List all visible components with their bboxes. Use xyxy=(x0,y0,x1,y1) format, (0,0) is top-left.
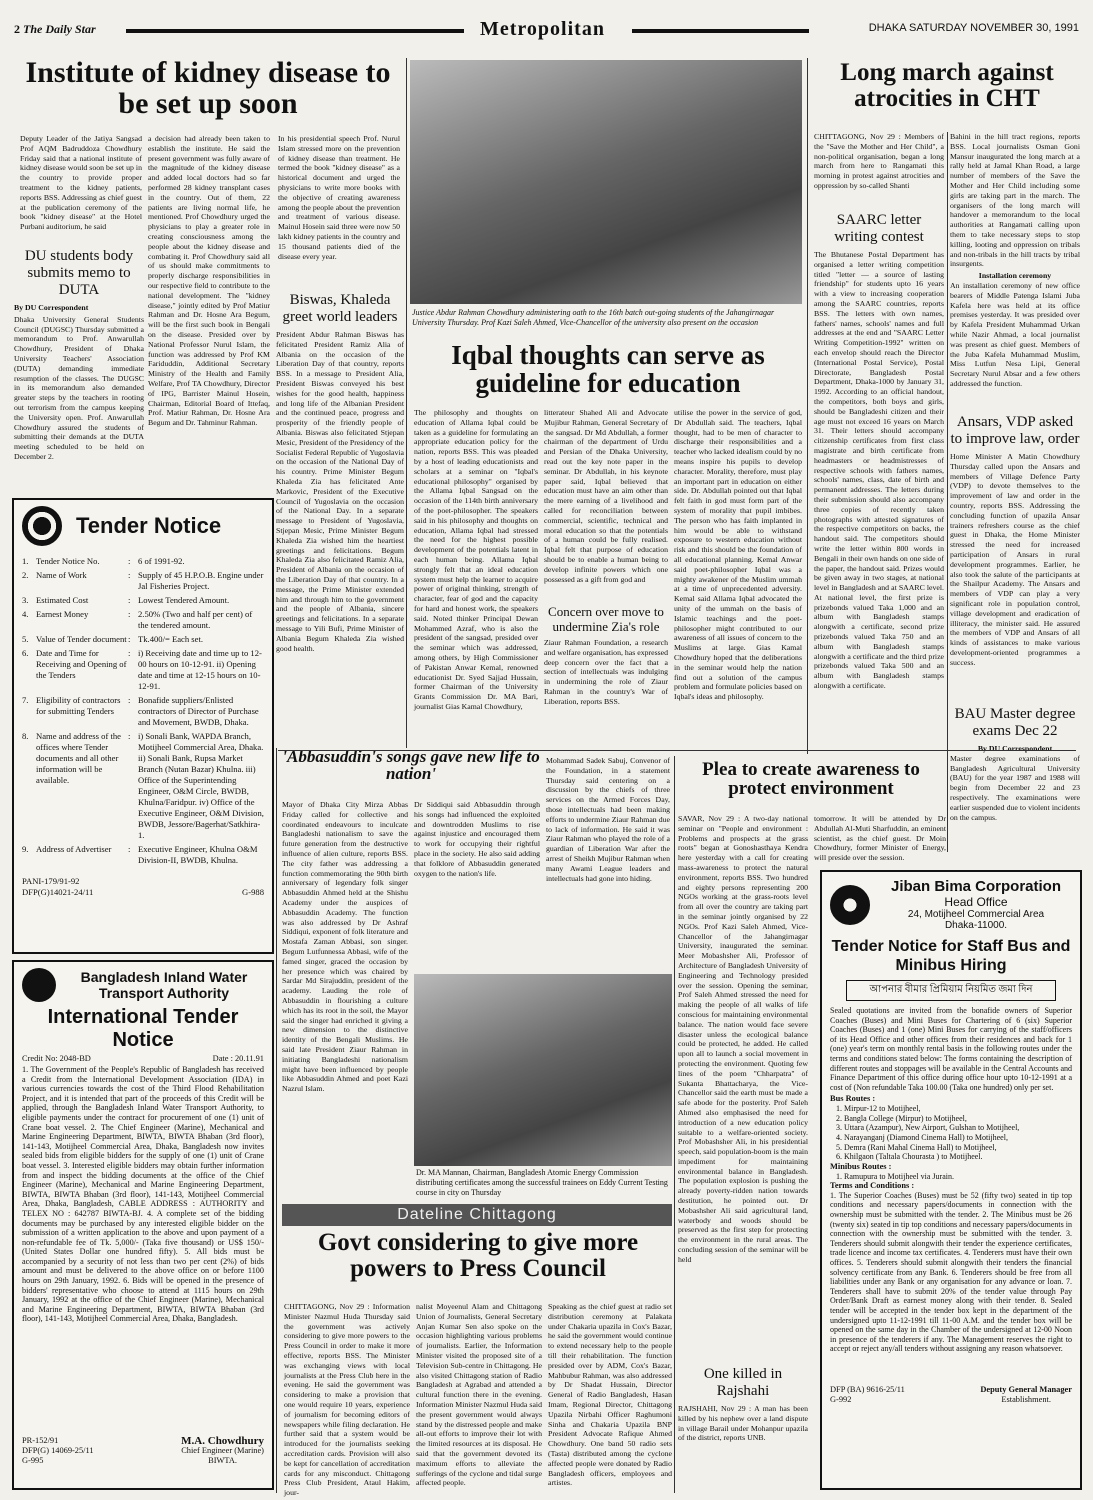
biwta-org: Bangladesh Inland Water Transport Authority xyxy=(80,969,248,1001)
jiban-title: Tender Notice for Staff Bus and Minibus Hiring xyxy=(831,938,1071,974)
installation-heading: Installation ceremony xyxy=(978,271,1052,281)
plea-col2: tomorrow. It will be attended by Dr Abdullah Al-Muti Sharfuddin, an eminent scientist, as the chief guest. Dr Moin Chowdhury, former Minister of Energy, will preside over the session. xyxy=(814,814,946,863)
route-item: 3. Uttara (Azampur), New Airport, Gulshan to Motijheel, xyxy=(836,1123,1020,1133)
biwta-credit-row xyxy=(22,1054,264,1063)
biwta-footer xyxy=(22,1436,264,1466)
tender-rows xyxy=(22,556,264,866)
tender-row-number: 9. xyxy=(22,844,29,854)
jiban-sign2: Establishment. xyxy=(1001,1394,1051,1404)
longmarch-headline: Long march against atrocities in CHT xyxy=(840,59,1054,112)
tender-code: G-988 xyxy=(242,887,264,897)
jiban-address1: 24, Motijheel Commercial Area xyxy=(907,909,1045,920)
issue-date: DHAKA SATURDAY NOVEMBER 30, 1991 xyxy=(868,22,1079,34)
column-rule xyxy=(674,756,675,1493)
du-byline: By DU Correspondent xyxy=(14,303,89,312)
route-item: 6. Khilgaon (Taltala Chourasta ) to Motijheel. xyxy=(836,1152,983,1162)
du-headline: DU students body submits memo to DUTA xyxy=(24,248,134,298)
longmarch-col2-wrap xyxy=(950,132,1080,410)
iqbal-col1: The philosophy and thoughts on education of Allama Iqbal could be taken as a guideline for formulating an appropriate education policy for the nation, reports BSS. This was pleaded by a host of leading educationists and scholars at a seminar on "Iqbal's educational philosophy" organised by the Allama Iqbal Sangsad on the occasion of the 114th birth anniversary of the poet-philosopher. The speakers said in his philosophy and thoughts on education, Allama Iqbal had stressed the need for the highest possible development of the potentials latent in each human being. Allama Iqbal strongly felt that an ideal education system must help the learner to acquire power of original thinking, strength of character, fear of god and the capacity for hard and honest work, the speakers said. Noted thinker Principal Dewan Mohammed Azraf, who is also the president of the sangsad, presided over the seminar which was addressed, among others, by High Commissioner of Pakistan Anwar Kemal, renowned educationist Dr. Syed Sajjad Hussain, former Chairman of the University Grants Commission Dr. MA Bari, journalist Gias Kamal Chowdhury, xyxy=(414,408,538,711)
tender-row-key: Name of Work xyxy=(36,570,87,580)
tender-row-key: Address of Advertiser xyxy=(36,844,112,854)
jiban-org: Jiban Bima Corporation xyxy=(890,878,1062,895)
tender-row-value: Executive Engineer, Khulna O&M Division-II, BWDB, Khulna. xyxy=(138,844,258,865)
iqbal-col3: utilise the power in the service of god, Dr Abdullah said. The teachers, Iqbal thought, had to be men of character to discharge their responsibilities and a teacher who lacked idealism could by no means inspire his pupils to develop character. Morality, therefore, must play an important part in education on either side. Dr. Abdullah pointed out that Iqbal felt faith in god must form part of the system of morality that pupil imbibes. The person who has faith implanted in him would be able to withstand exposure to western education without risk and this should be the foundation of all educational planning. Kemal Anwar said poet-philosopher Iqbal was a mighty awakener of the Muslim ummah at a time of unprecedented adversity. Kemal said Allama Iqbal advocated the unity of the ummah on the basis of Islamic teachings and the poet-philosopher might contributed to our awareness of all issues of concern to the Muslims at large. Gias Kamal Chowdhury hoped that the deliberations in the seminar would help the nation find out a solution of the campus problem and formulate policies based on Iqbal's ideas and philosophy. xyxy=(674,408,802,702)
abbas-col2: Dr Siddiqui said Abbasuddin through his songs had influenced the exploited and downtrodden Muslims to rise against injustice and encouraged them to work for occupying their rightful place in the society. He also said adding that folklore of Abbasuddin generated oxygen to the nation's life. xyxy=(414,800,540,878)
tender-row-number: 6. xyxy=(22,648,29,658)
sadek-body: Mohammad Sadek Sabuj, Convenor of the Foundation, in a statement Thursday said centering on a discussion by the chiefs of three services on the Armed Forces Day, those intellectuals had been making efforts to undermine Ziaur Rahman due to lack of information. He said it was Ziaur Rahman who played the role of a guardian of Liberation War after the arrest of Sheikh Mujibur Rahman when many Awami League leaders and intellectuals had gone into hiding. xyxy=(546,756,670,883)
tender-row xyxy=(22,634,264,645)
tender-row-value: Bonafide suppliers/Enlisted contractors of Director of Purchase and Movement, BWDB, Dhaka. xyxy=(138,695,259,727)
rajshahi-body: RAJSHAHI, Nov 29 : A man has been killed by his nephew over a land dispute in village Barail under Mohanpur upazila of the district, reports UNB. xyxy=(678,1404,808,1443)
longmarch-article xyxy=(812,60,1082,130)
rajshahi-headline: One killed in Rajshahi xyxy=(703,1366,783,1399)
section-title: Metropolitan xyxy=(480,18,605,40)
biwta-credit: Credit No: 2048-BD xyxy=(22,1054,91,1063)
tender-row xyxy=(22,844,264,866)
tender-row xyxy=(22,595,264,606)
column-rule xyxy=(276,748,277,1493)
tender-row-colon: : xyxy=(128,844,131,854)
biwta-sign-name: M.A. Chowdhury xyxy=(181,1435,264,1447)
iqbal-col2: litterateur Shahed Ali and Advocate Mujibur Rahman, General Secretary of the sangsad. Dr Md Abdullah, a former chairman of the department of Urdu and Persian of the Dhaka University, read out the key note paper in the seminar. Dr Abdullah, in his keynote paper said, Iqbal believed that education must have an aim other than the mere earning of a livelihood and called for reconciliation between commercial, scientific, technical and moral education so that the potentials of a human could be fully realised. Iqbal felt that purpose of education should be to enable a human being to develop infinite powers which one possessed as a gift from god and xyxy=(544,408,668,584)
ansars-headline: Ansars, VDP asked to improve law, order xyxy=(950,414,1080,447)
photo2-caption: Dr. MA Mannan, Chairman, Bangladesh Atomic Energy Commission distributing certificates among the successful trainees on Eddy Current Testing course in city on Thursday xyxy=(416,1168,668,1197)
kidney-col3: In his presidential speech Prof. Nurul Islam stressed more on the prevention of kidney disease than treatment. He termed the book "kidney disease" as a historical document and urged the physicians to write more books with the objective of creating awareness among the people about the prevention and treatment of various disease. Mainul Hosein said three were now 50 lakh kidney patients in the country and 15 thousand patients died of the disease every year. xyxy=(278,134,400,261)
rajshahi-article xyxy=(678,1362,808,1492)
tender-row-key: Date and Time for Receiving and Opening of the Tenders xyxy=(36,648,127,680)
tender-row-colon: : xyxy=(128,556,131,566)
tender-row-colon: : xyxy=(128,634,131,644)
tender-row-value: Tk.400/= Each set. xyxy=(138,634,203,644)
bwdb-logo-icon xyxy=(22,506,62,546)
saarc-body: The Bhutanese Postal Department has organised a letter writing competition titled "letter — a source of lasting friendship" for students upto 16 years with a view to increasing cooperation among the SAARC countries, reports BSS. The letters with own names, fathers' names, schools' names and full addresses at the end and "SAARC Letter Writing Competition-1992" written on each envelop should reach the Director (International Postal Service), Postal Directorate, Bangladesh Postal Department, Dhaka-1000 by January 31, 1992. According to an official handout, the competitors, both boys and girls, should be Bangladeshi citizen and their age must not exceed 16 years on March 31. Their letters should accompany citizenship certificates from first class magistrate and birth certificate from headmasters or headmistresses of respective schools with fathers names, schools' names, class, date of birth and permanent addresses. The letters during their submission should also accompany three copies of recently taken photographs with attested signatures of the respective competitors on backs, the handout said. The competitors should write the letter within 800 words in Bengali in their own hands on one side of the paper, the handout said. Prizes would be given away in two stages, at national level in Bangladesh and at SAARC level. At national level, the first prize is prizebonds valued Taka 1,000 and an album with Bangladesh stamps alongwith a certificate, second prize prizebonds valued Taka 750 and an album with Bangladesh stamps alongwith a certificate and the third prize prizebonds valued Taka 500 and an album with Bangladesh stamps alongwith a certificate. xyxy=(814,250,944,691)
tender-row-key: Value of Tender document xyxy=(36,634,127,644)
route-item: 2. Bangla College (Mirpur) to Motijheel, xyxy=(836,1113,967,1123)
iqbal-headline: Iqbal thoughts can serve as guideline for education xyxy=(451,340,765,398)
tender-row-key: Earnest Money xyxy=(36,609,89,619)
route-item: 1. Ramupura to Motijheel via Jurain. xyxy=(836,1171,954,1181)
abbas-article xyxy=(280,748,542,796)
zia-body: Ziaur Rahman Foundation, a research and welfare organisation, has expressed deep concern over the fact that a section of intellectuals was indulging in undermining the role of Ziaur Rahman in the country's War of Liberation, reports BSS. xyxy=(544,638,668,706)
tender-row xyxy=(22,570,264,592)
biwta-body: 1. The Government of the People's Republic of Bangladesh has received a Credit from the International Development Association (IDA) in various currencies towards the cost of the Third Flood Rehabilitation Project, and it is intended that part of the proceeds of this Credit will be applied, through the Bangladesh Inland Water Transport Authority, to eligible payments under the contract for procurement of one (1) unit of Crane boat vessel. 2. The Chief Engineer (Marine), Mechanical and Marine Engineering Department, BIWTA, BIWTA Bhaban (3rd floor), 141-143, Motijheel Commercial Area, Dhaka, Bangladesh now invites sealed bids from eligible bidders for the supply of one (1) unit of Crane boat vessel. 3. Interested eligible bidders may obtain further information from and inspect the bidding documents at the office of the Chief Engineer (Marine), Mechanical and Marine Engineering Department, BIWTA, BIWTA Bhaban (3rd floor), 141-143, Motijheel Commercial Area, Dhaka, Bangladesh, CABLE ADDRESS : AUTHORITY and TELEX NO : 642787 BIWTA-BJ. 4. A complete set of the bidding documents may be purchased by any interested eligible bidder on the submission of a written application to the above and upon payment of a non-refundable fee of Tk. 5,000/- (Taka five thousand) or US$ 150/- (United States Dollar one hundred fifty). 5. All bids must be accompanied by a security of not less than two per cent (2%) of bids amount and must be delivered to the above office on or before 1100 hours on 29th January, 1992. 6. Bids will be opened in the presence of bidders' representative who choose to attend at 1115 hours on 29th January, 1992 at the office of the Chief Engineer (Marine), Mechanical and Marine Engineering Department, BIWTA, BIWTA Bhaban (3rd floor), 141-143, Motijheel Commercial Area, Dhaka, Bangladesh. xyxy=(22,1065,264,1324)
biwta-sign-org: BIWTA. xyxy=(208,1456,238,1465)
bus-route-list xyxy=(830,1104,1072,1162)
plea-col1: SAVAR, Nov 29 : A two-day national seminar on "People and environment : Problems and prospects at the grass roots" began at Gonoshasthaya Kendra here yesterday with a call for creating mass-awareness to protect the natural environment, reports BSS. Two hundred and eighty persons representing 200 NGOs working at the grass-roots level from all over the country are taking part in the seminar jointly organised by 22 NGOs. Prof Kazi Saleh Ahmed, Vice-Chancellor of the Jahangirnagar University, inaugurated the seminar. Meer Mobashsher Ali, Professor of Architecture of Bangladesh University of Engineering and Technology presided over the session. Opening the seminar, Prof Saleh Ahmed stressed the need for making the people of all walks of life conscious for maintaining environmental balance. The nation would face severe disaster unless the ecological balance could be protected, he added. He called upon all to launch a social movement in protecting the environment. Quoting few lines of the poem "Chharpatra" of Sukanta Bhattacharya, the Vice-Chancellor said the earth must be made a safe abode for the posterity. Prof Saleh Ahmed also emphasised the need for introduction of a new education policy suitable to a welfare-oriented society. Prof Mobashsher Ali, in his presidential speech, said population-boom is the main impediment for maintaining environmental balance in Bangladesh. The population explosion is pushing the already poverty-ridden nation towards destitution, he pointed out. Dr Mobashsher Ali said agricultural land, waterbody and woods should be preserved as the first step for protecting the environment in the rural areas. The concluding session of the seminar will be held xyxy=(678,814,808,1264)
photo1-caption: Justice Abdur Rahman Chowdhury administering oath to the 16th batch out-going students of the Jahangirnagar University Thursday. Prof Kazi Saleh Ahmed, Vice-Chancellor of the university also present on the occasion xyxy=(412,308,775,327)
zia-headline: Concern over move to undermine Zia's role xyxy=(548,604,664,634)
tender-row-colon: : xyxy=(128,595,131,605)
kidney-headline: Institute of kidney disease to be set up soon xyxy=(25,56,391,120)
masthead-rule-left xyxy=(126,29,464,33)
bau-byline: By DU Correspondent xyxy=(977,744,1053,753)
tender-row-value: Lowest Tendered Amount. xyxy=(138,595,230,605)
jiban-ref2: G-992 xyxy=(830,1394,852,1404)
du-body: Dhaka University General Students Council (DUGSC) Thursday submitted a memorandum to Prof. Anwarullah Chowdhury, President of Dhaka University Teachers' Association (DUTA) demanding immediate resumption of the classes. The DUGSC in its memorandum also demanded greater steps by the teachers in rooting out terrorism from the campus keeping the University open. Prof. Anwarullah Chowdhury assured the students of submitting their demands at the DUTA meeting scheduled to be held on December 2. xyxy=(14,314,144,461)
jiban-header xyxy=(830,878,1072,931)
ansars-article xyxy=(950,410,1080,700)
tender-row-value: i) Receiving date and time up to 12-00 hours on 10-12-91. ii) Opening date and time at 12-15 hours on 10-12-91. xyxy=(138,648,262,691)
press-col2: nalist Moyeenul Alam and Chittagong Union of Journalists, General Secretary Anjan Kumar Sen also spoke on the occasion highlighting various problems of journalists. Earlier, the Information Minister visited the proposed site of a Television Sub-centre in Chittagong. He also visited Chittagong station of Radio Bangladesh at Agrabad and attended a cultural function there in the evening. Information Minister Nazmul Huda said the present government would always stand by the distressed people and make all-out efforts to improve their lot with the limited resources at its disposal. He said that the government devoted its maximum efforts to alleviate the sufferings of the cyclone and tidal surge affected people. xyxy=(416,1302,542,1488)
jiban-bima-ad xyxy=(820,870,1082,1490)
jiban-terms: 1. The Superior Coaches (Buses) must be 52 (fifty two) seated in tip top conditions and necessary papers/documents in connection with the ownership must be submitted with the tender. 2. The Minibus must be 26 (twenty six) seated in tip top conditions and necessary papers/documents in connection with the ownership must be submitted with the tender. 3. Tenderers should submit alongwith their tender the experience certificates, trade licence and income tax certificates. 4. Tenderers must have their own offices. 5. Tenderers should submit alongwith their tenders the financial solvency certificate from any Bank. 6. Tenderers should be free from all liabilities under any Bank or any organisation for any advance or loan. 7. Tenderers shall have to submit 20% of the tender value through Pay Order/Bank Draft as earnest money along with their tender. 8. Sealed tender will be accepted in the tender box kept in the department of the undersigned upto 11-12-1991 till 11-00 A.M. and the tender box will be opened on the same day in the Chamber of the undersigned at 12-00 Noon in presence of the tenderers if any. The Management reserves the right to accept or reject any/all tenders without assigning any reason whatsoever. xyxy=(830,1190,1072,1354)
page-number: 2 xyxy=(14,22,20,36)
jiban-office: Head Office xyxy=(944,895,1008,909)
column-rule xyxy=(807,58,808,754)
jahangirnagar-oath-photo xyxy=(410,60,802,304)
jiban-sign: Deputy General Manager xyxy=(980,1384,1072,1394)
tender-row xyxy=(22,609,264,631)
tender-row-colon: : xyxy=(128,648,131,658)
biwta-title: International Tender Notice xyxy=(47,1006,239,1051)
tender-row-number: 7. xyxy=(22,695,29,705)
bau-body: Master degree examinations of Bangladesh Agricultural University (BAU) for the year 1987 and 1988 will begin from December 22 and 23 respectively. The examinations were earlier suspended due to violent incidents on the campus. xyxy=(950,753,1080,822)
route-item: 1. Mirpur-12 to Motijheel, xyxy=(836,1104,921,1114)
tender-row-key: Eligibility of contractors for submitting Tenders xyxy=(36,695,121,716)
tender-row-number: 2. xyxy=(22,570,29,580)
tender-row-colon: : xyxy=(128,695,131,705)
saarc-article xyxy=(814,208,944,753)
ansars-body: Home Minister A Matin Chowdhury Thursday called upon the Ansars and members of Village Defence Party (VDP) to devote themselves to the improvement of law and order in the country, reports BSS. Addressing the concluding function of upazila Ansar trainers refreshers course as the chief guest in Dhaka, the Home Minister stressed the need for increased participation of Ansars in rural development programmes. Earlier, he also took the salute of the participants at the Shailpur Academy. The Ansars and members of VDP can play a very significant role in population control, village development and eradication of illiteracy, the minister said. He assured the members of VDP and Ansars of all kinds of assistances to make various development-oriented programmes a success. xyxy=(950,452,1080,667)
tender-ref2: DFP(G)14021-24/11 xyxy=(22,887,94,897)
jiban-intro: Sealed quotations are invited from the bonafide owners of Superior Coaches (Buses) and Mini Buses for Chartering of 6 (six) Superior Coaches (Buses) and 1 (one) Mini Buses for carrying of the staff/officers of its Head Office and other offices from their residences and back for 1 (one) year's term on monthly rental basis in the following routes under the terms and conditions stated below: The forms containing the description of different routes and stoppages will be available in the Central Accounts and Finance Department of this office during office hour upto 10-12-1991 at a cost of (Non refundable Taka 100.00 (Taka one hundred) only per set. xyxy=(830,1006,1072,1092)
tender-row xyxy=(22,556,264,567)
jiban-bus-heading: Bus Routes : xyxy=(830,1094,876,1104)
column-rule xyxy=(947,132,948,852)
tender-row-number: 5. xyxy=(22,634,29,644)
tender-row xyxy=(22,731,264,841)
tender-row xyxy=(22,695,264,728)
biswas-article xyxy=(276,288,404,741)
bau-headline: BAU Master degree exams Dec 22 xyxy=(954,706,1076,739)
biwta-sign-title: Chief Engineer (Marine) xyxy=(181,1446,264,1455)
abbas-headline: 'Abbasuddin's songs gave new life to nation' xyxy=(282,747,540,784)
tender-ref1: PANI-179/91-92 xyxy=(22,876,80,886)
tender-notice-ad xyxy=(12,498,274,954)
press-col3: Speaking as the chief guest at radio set distribution ceremony at Palakata under Chakaria upazila in Cox's Bazar, he said the government would continue to extend necessary help to the people till their rehabilitation. The function presided over by ADM, Cox's Bazar, Mahbubur Rahman, was also addressed by Dr Shadat Hussain, Director General of Radio Bangladesh, Hasan Imam, Regional Director, Chittagong Upazila Nirbahi Officer Raghumoni Sinha and Chakaria Upazila BNP President Advocate Rafique Ahmed Chowdhury. One band 50 radio sets (Tasta) distributed among the cyclone affected people were donated by Radio Bangladesh officers, employees and artistes. xyxy=(548,1302,672,1488)
bau-article xyxy=(950,702,1080,852)
biwta-ref3: G-995 xyxy=(22,1456,44,1465)
biwta-ref1: PR-152/91 xyxy=(22,1436,59,1445)
biswas-body: President Abdur Rahman Biswas has felicitated President Ramiz Alia of Albania on the occasion of the Liberation Day of that country, reports BSS. In a message to President Alia, President Biswas conveyed his best wishes for the good health, happiness and long life of the Albanian President and the continued peace, progress and prosperity of the friendly people of Albania. Biswas also felicitated Stjepan Mesic, President of the Presidency of the Socialist Federal Republic of Yugoslavia on the occasion of the National Day of his country. Prime Minister Begum Khaleda Zia has felicitated Ante Markovic, President of the Executive Council of Yugoslavia on the occasion of the National Day. In a separate message to President of Yugoslavia, Stjepan Mesic, Prime Minister Begum Khaleda Zia wished him the heartiest greetings and felicitations. Begum Khaleda Zia also felicitated Ramiz Alia, President of Albania on the occasion of the Liberation Day of that country. In a message, the Prime Minister extended him and through him to the government and the people of Albania, sincere greetings and felicitations. In a separate message to Yili Bufi, Prime Minister of Albania Begum Khaleda Zia wished good health. xyxy=(276,330,404,653)
section-rule xyxy=(278,750,1076,751)
column-rule xyxy=(406,58,407,748)
tender-row-colon: : xyxy=(128,609,131,619)
longmarch-col2: Bahini in the hill tract regions, reports BSS. Local journalists Osman Goni Mansur inaugurated the long march at a rally held at Jamal Khan Road, a large number of members of the Save the Mother and Her Child including some girls are taking part in the march. The organisers of the long march will handover a memorandum to the local authorities at Rangamati calling upon them to take necessary steps to stop killing, looting and oppression on tribals and non-tribals in the hill tracts by tribal insurgents. xyxy=(950,132,1080,269)
dateline-banner: Dateline Chittagong xyxy=(282,1204,672,1226)
route-item: 4. Narayanganj (Diamond Cinema Hall) to Motijheel, xyxy=(836,1132,1008,1142)
tender-row xyxy=(22,648,264,692)
tender-row-colon: : xyxy=(128,731,131,741)
tender-row-number: 8. xyxy=(22,731,29,741)
biwta-header xyxy=(22,968,264,1002)
jiban-terms-heading: Terms and Conditions : xyxy=(830,1181,915,1191)
mini-route-list xyxy=(830,1172,1072,1182)
jiban-logo-icon xyxy=(830,885,870,925)
tender-row-key: Name and address of the offices where Tender documents and all other information will be available. xyxy=(36,731,121,785)
tender-row-value: i) Sonali Bank, WAPDA Branch, Motijheel Commercial Area, Dhaka. ii) Sonali Bank, Rupsa Market Branch (Nutan Bazar) Khulna. iii) Office of the Superintending Engineer, O&M Circle, BWDB, Khulna/Faridpur. iv) Office of the Executive Engineer, O&M Division, BWDB, Jessore/Bagerhat/Satkhira-1. xyxy=(138,731,264,840)
atomic-energy-photo xyxy=(414,974,672,1166)
longmarch-col1: CHITTAGONG, Nov 29 : Members of the "Save the Mother and Her Child", a non-political organisation, began a long march from here to Rangamati this morning in protest against atrocities and oppression by so-called Shanti xyxy=(814,132,944,190)
jiban-address2: Dhaka-11000. xyxy=(944,920,1008,931)
abbas-col1: Mayor of Dhaka City Mirza Abbas Friday called for collective and coordinated endeavours to inculcate Bangladeshi nationalism to save the future generation from the destructive influence of alien culture, reports BSS. The city father was addressing a function commemorating the 90th birth anniversary of legendary folk singer Abbasuddin Ahmed held at the Shishu Academy under the auspices of Abbasuddin Academy. The function was also addressed by Dr Ashraf Siddiqui, exponent of folk literature and Mostafa Zaman Abbasi, son singer. Begum Lutfunnessa Abbasi, wife of the famed singer, graced the occasion by her presence which was chaired by Sardar Md Sirajuddin, president of the academy. Lauding the role of Abbasuddin in flourishing a culture which has its root in the soil, the Mayor said the singer had enriched it giving a new dimension to the distinctive identity of the Bengali Muslims. He said late President Ziaur Rahman in initiating Bangladeshi nationalism might have been influenced by people like Abbasuddin Ahmed and poet Kazi Nazrul Islam. xyxy=(282,800,408,1094)
jiban-mini-heading: Minibus Routes : xyxy=(830,1161,892,1171)
tender-header xyxy=(22,506,264,546)
tender-row-number: 1. xyxy=(22,556,29,566)
installation-body: An installation ceremony of new office bearers of Middle Patenga Islami Juba Kafela here was held at its office premises yesterday. It was presided over by Kafela President Muhammad Urkan while Nazir Ahmad, a local journalist was present as chief guest. Members of the Juba Kafela Muhammad Muslim, Miss Lutfun Nesa Lipi, General Secretary Nurul Absar and a few others addressed the function. xyxy=(950,280,1080,388)
tender-row-number: 4. xyxy=(22,609,29,619)
jiban-footer xyxy=(830,1385,1072,1405)
tender-row-key: Tender Notice No. xyxy=(36,556,100,566)
biwta-ref2: DFP(G) 14069-25/11 xyxy=(22,1446,94,1455)
masthead-rule-right xyxy=(632,29,809,33)
saarc-headline: SAARC letter writing contest xyxy=(834,212,924,245)
paper-name: The Daily Star xyxy=(23,22,96,36)
masthead xyxy=(14,18,1079,42)
biswas-headline: Biswas, Khaleda greet world leaders xyxy=(282,292,398,325)
tender-title: Tender Notice xyxy=(76,513,222,538)
tender-row-key: Estimated Cost xyxy=(36,595,89,605)
biwta-logo-icon xyxy=(22,968,56,1002)
tender-row-value: 2.50% (Two and half per cent) of the tendered amount. xyxy=(138,609,253,630)
press-headline: Govt considering to give more powers to Press Council xyxy=(317,1229,639,1282)
kidney-col1: Deputy Leader of the Jatiya Sangsad Prof AQM Badruddoza Chowdhury Friday said that a national institute of kidney disease would soon be set up in the country to provide proper treatment to the kidney patients, reports BSS. Addressing as chief guest at the publication ceremony of the book "kidney disease" at the Hotel Purbani auditorium, he said xyxy=(20,134,142,232)
iqbal-article xyxy=(410,342,806,402)
route-item: 5. Demra (Rani Mahal Cinema Hall) to Motijheel, xyxy=(836,1142,997,1152)
du-article xyxy=(14,244,144,494)
biwta-tender-ad xyxy=(12,960,274,1490)
jiban-ref1: DFP (BA) 9616-25/11 xyxy=(830,1384,905,1394)
press-col1: CHITTAGONG, Nov 29 : Information Minister Nazmul Huda Thursday said the government was actively considering to give more powers to the Press Council in order to make it more effective, reports BSS. The Minister was exchanging views with local journalists at the Press Club here in the evening. He said the government was considering to make a provision that one would require 10 years, experience of journalism for becoming editors of newspapers while filing declaration. He further said that a system would be introduced for the journalists seeking accreditation cards. Provision will also be kept for cancellation of accreditation cards for any misconduct. Chittagong Press Club President, Ataul Hakim, jour- xyxy=(284,1302,410,1498)
tender-footer xyxy=(22,876,264,898)
press-article xyxy=(282,1230,674,1300)
biwta-date: Date : 20.11.91 xyxy=(212,1054,264,1063)
plea-headline: Plea to create awareness to protect environment xyxy=(702,759,920,800)
zia-article xyxy=(544,600,668,753)
tender-row-number: 3. xyxy=(22,595,29,605)
tender-row-value: 6 of 1991-92. xyxy=(138,556,185,566)
tender-row-colon: : xyxy=(128,570,131,580)
plea-article xyxy=(676,760,946,812)
tender-row-value: Supply of 45 H.P.O.B. Engine under Jal Fisheries Project. xyxy=(138,570,264,591)
kidney-col2: a decision had already been taken to establish the institute. He said the present government was fully aware of the magnitude of the kidney disease and added local doctors had so far performed 28 kidney transplant cases in the country. Out of them, 22 patients are living normal life, he mentioned. Prof Chowdhury urged the physicians to play a greater role in creating consciousness among the people about the kidney disease and combating it. Prof Chowdhury said all of us should make commitments to properly discharge responsibilities in our respective field to contribute to the national development. The "kidney disease," jointly edited by Prof Matiur Rahman and Dr. Hosne Ara Begum, will be the first such book in Bengali on the disease. Presided over by National Professor Nurul Islam, the function was addressed by Prof KM Fariduddin, Additional Secretary Ministry of the Health and Family Welfare, Prof TA Chowdhury, Director of IPG, Barrister Mainul Hosein, Chairman, Editorial Board of Ittefaq, Prof. Matiur Rahman, Dr. Hosne Ara Begum and Dr. Tahminur Rahman. xyxy=(148,134,270,428)
jiban-bengali: আপনার বীমার প্রিমিয়াম নিয়মিত জমা দিন xyxy=(846,980,1056,1001)
